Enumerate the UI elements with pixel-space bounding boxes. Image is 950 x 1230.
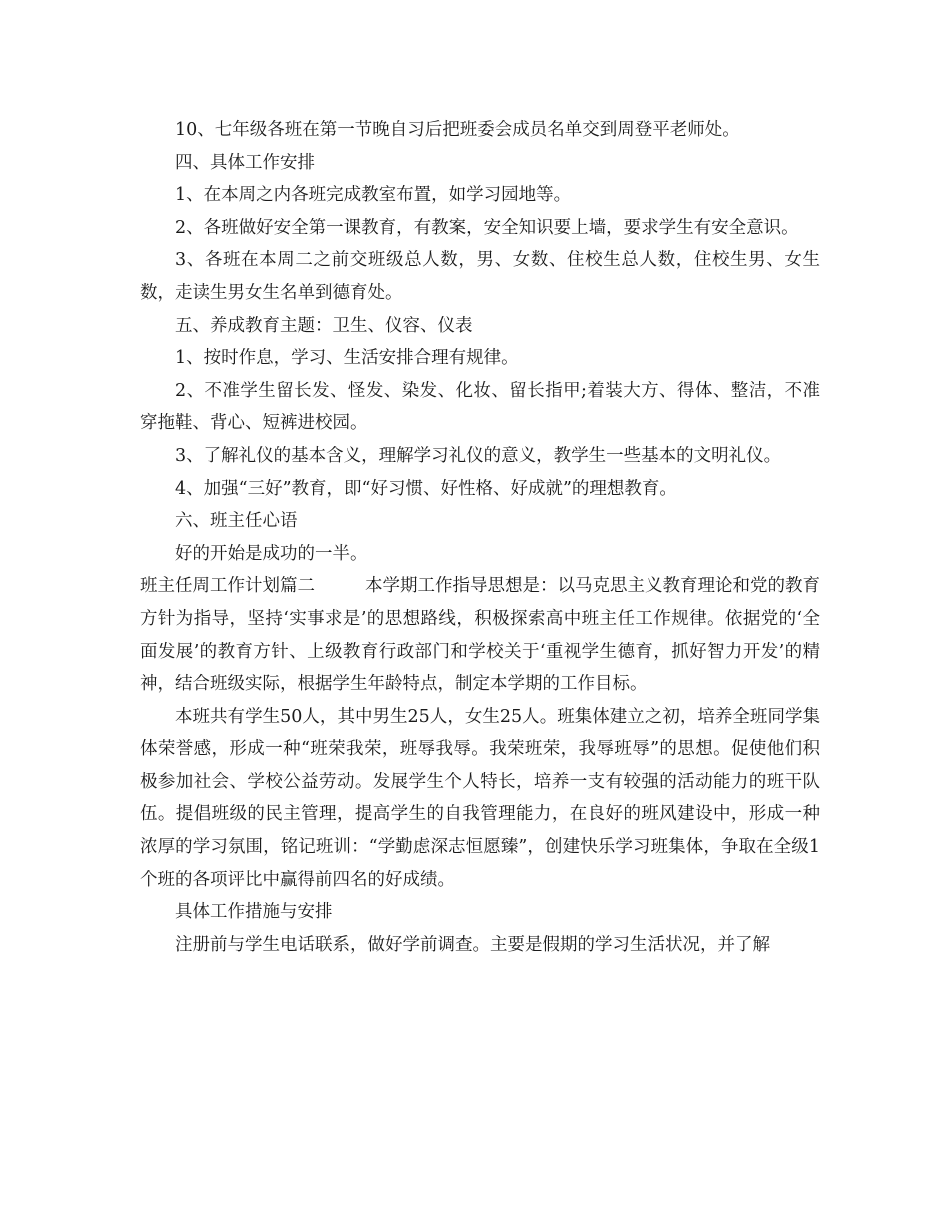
paragraph-6: 2、不准学生留长发、怪发、染发、化妆、留长指甲;着装大方、得体、整洁，不准穿拖鞋、背心、短裤进校园。 — [140, 380, 820, 434]
paragraph-7: 3、了解礼仪的基本含义，理解学习礼仪的意义，教学生一些基本的文明礼仪。 — [175, 445, 782, 466]
section-heading-6: 六、班主任心语 — [175, 511, 298, 532]
section-heading-5: 五、养成教育主题：卫生、仪容、仪表 — [175, 315, 473, 336]
paragraph-3: 2、各班做好安全第一课教育，有教案，安全知识要上墙，要求学生有安全意识。 — [175, 217, 799, 238]
document-body — [140, 114, 820, 961]
paragraph-11: 注册前与学生电话联系，做好学前调查。主要是假期的学习生活状况，并了解 — [175, 934, 770, 955]
section2-block — [140, 570, 820, 700]
paragraph-5: 1、按时作息，学习、生活安排合理有规律。 — [175, 348, 519, 369]
paragraph-10: 本班共有学生50人，其中男生25人，女生25人。班集体建立之初，培养全班同学集体荣誉感，形成一种“班荣我荣，班辱我辱。我荣班荣，我辱班辱”的思想。促使他们积极参加社会、学校公益劳动。发展学生个人特长，培养一支有较强的活动能力的班干队伍。提倡班级的民主管理，提高学生的自我管理能力，在良好的班风建设中，形成一种浓厚的学习氛围，铭记班训：“学勤虑深志恒愿臻”，创建快乐学习班集体，争取在全级1个班的各项评比中赢得前四名的好成绩。 — [140, 706, 820, 890]
paragraph-9: 好的开始是成功的一半。 — [175, 543, 368, 564]
paragraph-2: 1、在本周之内各班完成教室布置，如学习园地等。 — [175, 185, 572, 206]
paragraph-1: 10、七年级各班在第一节晚自习后把班委会成员名单交到周登平老师处。 — [175, 120, 740, 140]
section2-intro: 本学期工作指导思想是：以马克思主义教育理论和党的教育方针为指导，坚持‘实事求是’的思想路线，积极探索高中班主任工作规律。依据党的‘全面发展’的教育方针、上级教育行政部门和学校关于‘重视学生德育，抓好智力开发’的精神，结合班级实际，根据学生年龄特点，制定本学期的工作目标。 — [140, 576, 820, 695]
section-subheading: 具体工作措施与安排 — [175, 902, 333, 923]
paragraph-8: 4、加强“三好”教育，即“好习惯、好性格、好成就”的理想教育。 — [175, 478, 677, 499]
section2-heading: 班主任周工作计划篇二 — [140, 576, 315, 597]
section-heading-4: 四、具体工作安排 — [175, 152, 315, 173]
paragraph-4: 3、各班在本周二之前交班级总人数，男、女数、住校生总人数，住校生男、女生数，走读生男女生名单到德育处。 — [140, 250, 820, 303]
